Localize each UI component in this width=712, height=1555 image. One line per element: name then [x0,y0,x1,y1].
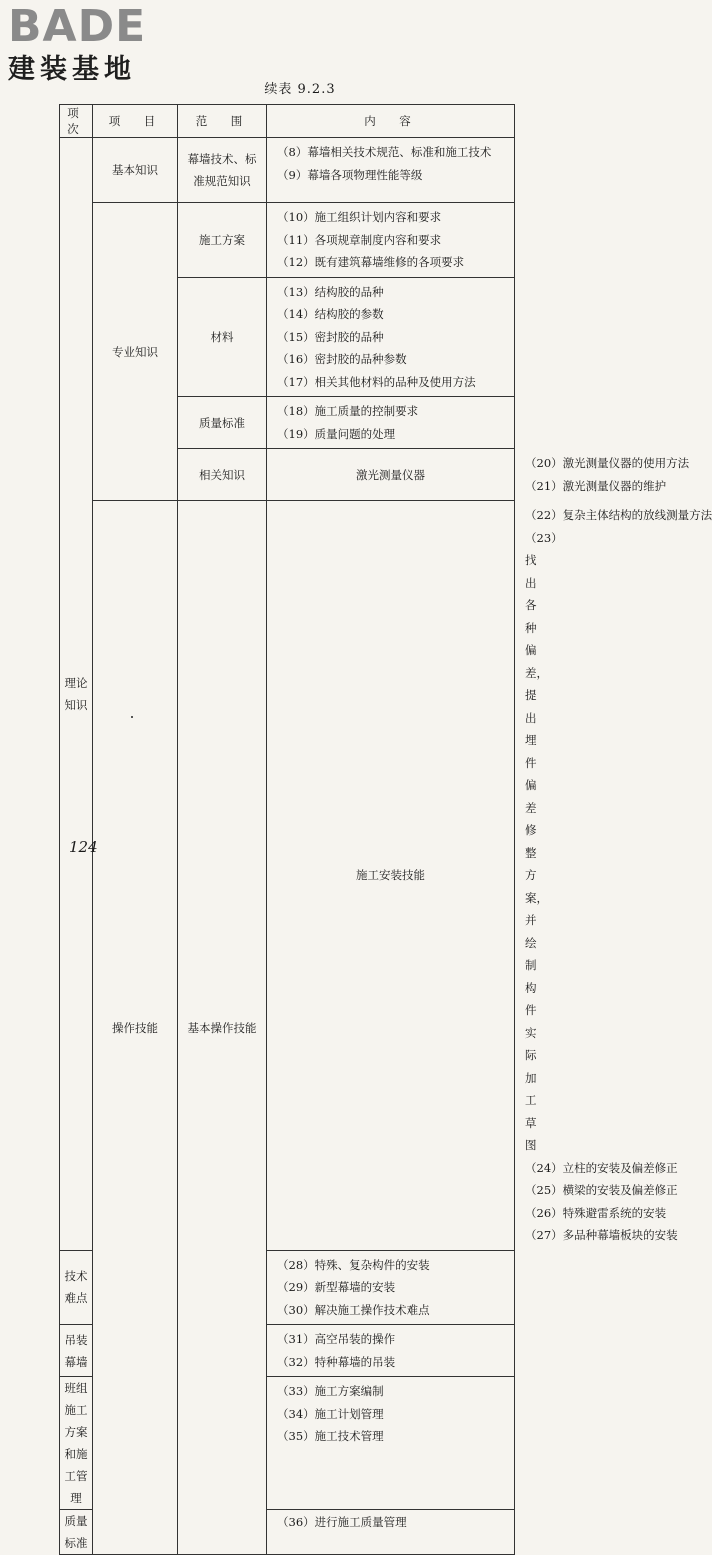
content-cell [267,1510,515,1555]
range-cell: 技术难点 [60,1250,93,1325]
list-item: （36）进行施工质量管理 [277,1515,407,1529]
list-item: （31）高空吊装的操作 [277,1332,396,1346]
group-theory: 理论知识 [60,138,93,1251]
table-row [60,138,515,203]
group-skills: 操作技能 [93,501,178,1555]
content-cell [267,1377,515,1510]
content-cell [267,1250,515,1325]
range-cell: 幕墙技术、标准规范知识 [178,138,267,203]
logo-brand: BADE [8,1,147,52]
list-item: （29）新型幕墙的安装 [277,1280,396,1294]
list-item: （30）解决施工操作技术难点 [277,1302,430,1317]
list-item: （12）既有建筑幕墙维修的各项要求 [277,255,465,269]
item-basic-skills: 基本操作技能 [178,501,267,1555]
table-row: 相关知识 激光测量仪器 （20）激光测量仪器的使用方法 （21）激光测量仪器的维护 [60,449,515,501]
list-item: （28）特殊、复杂构件的安装 [277,1257,430,1272]
header-content: 内 容 [267,105,515,138]
header-range: 范 围 [178,105,267,138]
list-item: （34）施工计划管理 [277,1406,384,1421]
content-cell [267,277,515,397]
list-item: （35）施工技术管理 [277,1429,384,1443]
list-item: （18）施工质量的控制要求 [277,404,419,418]
range-cell: 班组施工方案和施工管理 [60,1377,93,1510]
header-index: 项次 [60,105,93,138]
range-cell: 质量标准 [60,1510,93,1555]
table-row: 操作技能 基本操作技能 施工安装技能 （22）复杂主体结构的放线测量方法 （23）找出各种偏差，提出埋件偏差修整方案，并绘制构件实际加工草图 （24）立柱的安装及偏差修正 （25）横梁的安装及偏差修正 （26）特殊避雷系统的安装 （27）多品种幕墙板块的安装 [60,501,515,1251]
list-item: （15）密封胶的品种 [277,329,384,344]
skills-table [59,104,712,1555]
header-item: 项 目 [93,105,178,138]
table-row [60,203,515,278]
page-number: 124 [69,838,98,856]
range-cell: 材料 [178,277,267,397]
content-cell [267,1325,515,1377]
table-caption: 续表 9.2.3 [264,82,336,97]
content-cell [267,138,515,203]
list-item: （9）幕墙各项物理性能等级 [277,167,423,182]
content-cell [267,397,515,449]
list-item: （13）结构胶的品种 [277,284,384,299]
stray-mark [131,716,133,718]
range-cell: 施工安装技能 [267,501,515,1251]
logo [8,1,178,88]
list-item: （17）相关其他材料的品种及使用方法 [277,374,476,389]
logo-subtitle: 建装基地 [8,54,136,85]
list-item: （33）施工方案编制 [277,1384,384,1398]
item-professional-knowledge: 专业知识 [93,203,178,501]
item-related-knowledge: 相关知识 [178,449,267,501]
range-cell: 吊装幕墙 [60,1325,93,1377]
list-item: （19）质量问题的处理 [277,426,396,441]
list-item: （32）特种幕墙的吊装 [277,1354,396,1369]
item-basic-knowledge: 基本知识 [93,138,178,203]
header-row [60,105,515,138]
list-item: （16）密封胶的品种参数 [277,352,407,366]
list-item: （14）结构胶的参数 [277,307,384,321]
list-item: （11）各项规章制度内容和要求 [277,232,442,247]
list-item: （8）幕墙相关技术规范、标准和施工技术 [277,145,492,159]
content-cell [267,203,515,278]
list-item: （10）施工组织计划内容和要求 [277,210,442,224]
range-cell: 激光测量仪器 [267,449,515,501]
range-cell: 质量标准 [178,397,267,449]
range-cell: 施工方案 [178,203,267,278]
